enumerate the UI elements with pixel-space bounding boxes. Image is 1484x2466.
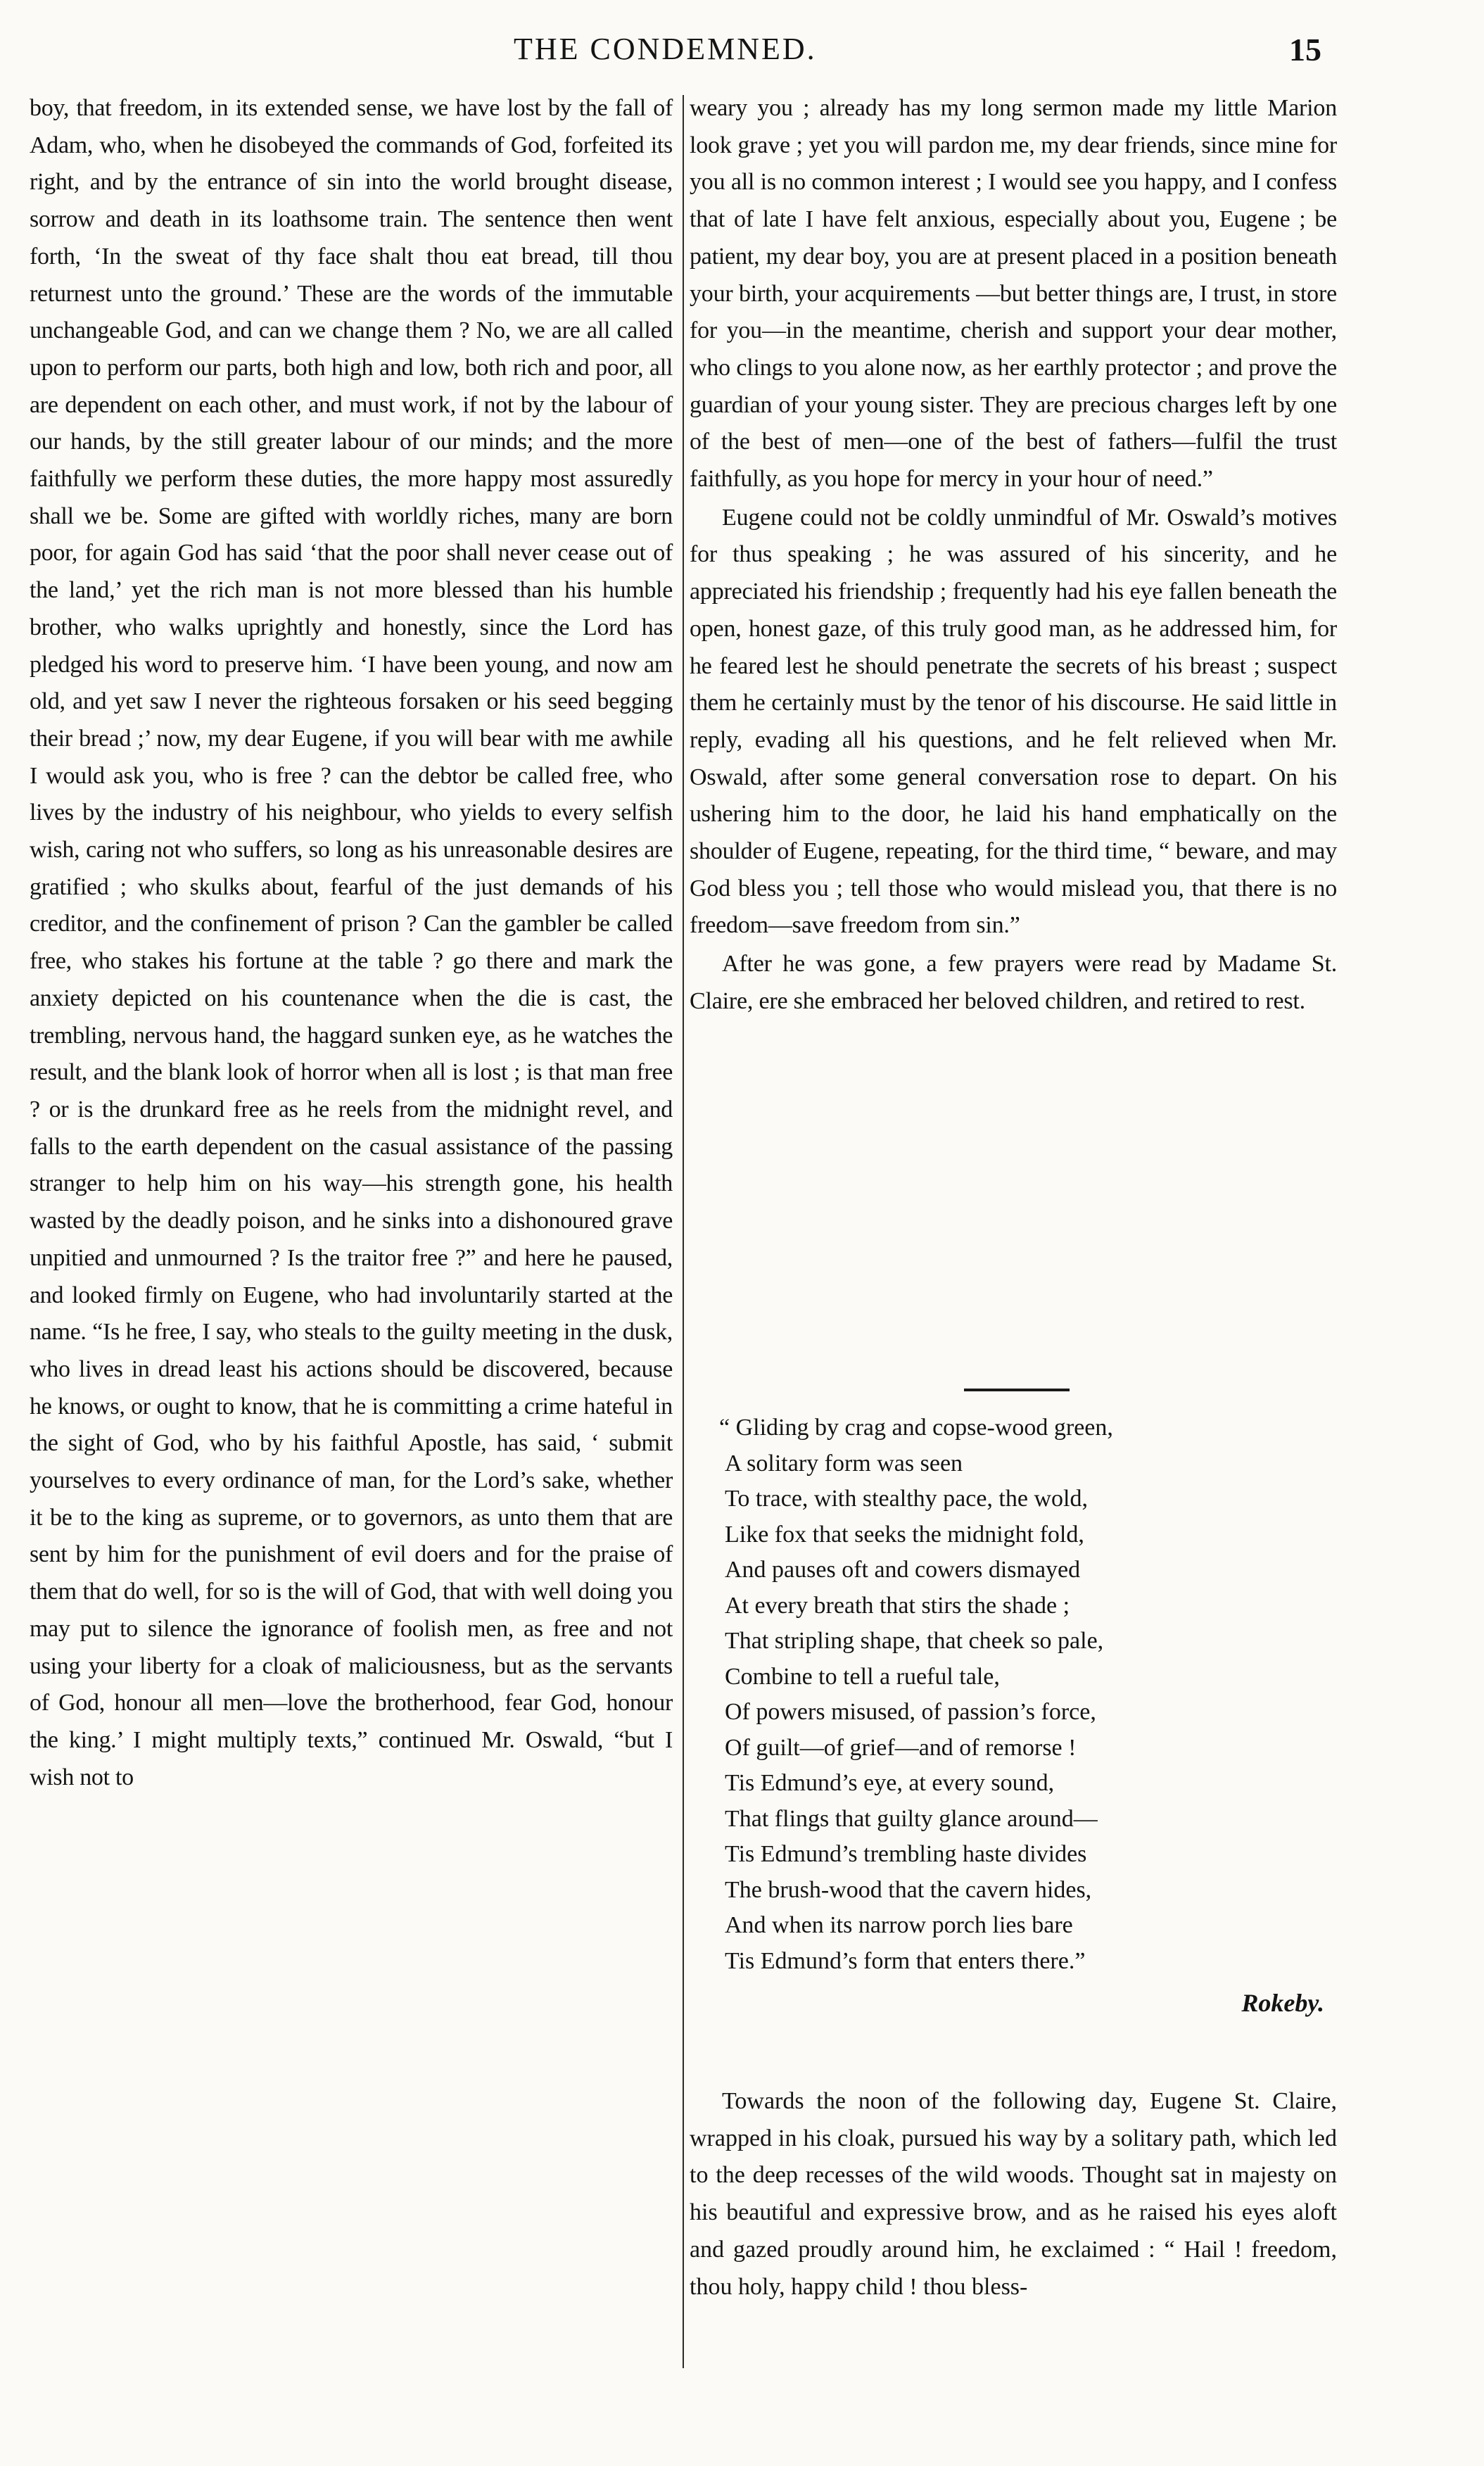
poem-line: Of powers misused, of passion’s force, (725, 1699, 1096, 1725)
column-divider (683, 95, 684, 2368)
poem-line: At every breath that stirs the shade ; (725, 1592, 1070, 1619)
right-paragraph-3: After he was gone, a few prayers were read by Madame St. Claire, ere she embraced her beloved children, and retired to rest. (690, 951, 1337, 1014)
poem-line: Tis Edmund’s form that enters there.” (725, 1947, 1086, 1974)
section-rule (964, 1389, 1070, 1391)
poem-line: To trace, with stealthy pace, the wold, (725, 1486, 1088, 1512)
right-paragraph-2: Eugene could not be coldly unmindful of Mr. Oswald’s motives for thus speaking ; he was assured of his sincerity, and he appreciated his friendship ; frequently had his eye fallen beneath the open, honest gaze, of this truly good man, as he addressed him, for he feared lest he should penetrate the secrets of his breast ; suspect them he certainly must by the tenor of his discourse. He said little in reply, evading all his questions, and he felt relieved when Mr. Oswald, after some general conversation rose to depart. On his ushering him to the door, he laid his hand emphatically on the shoulder of Eugene, repeating, for the third time, “ beware, and may God bless you ; tell those who would mislead you, that there is no freedom—save freedom from sin.” (690, 504, 1337, 939)
page-header (0, 0, 1484, 70)
right-column-continuation (690, 2083, 1337, 2306)
poem-line: Tis Edmund’s eye, at every sound, (725, 1770, 1055, 1796)
poem-line: The brush-wood that the cavern hides, (725, 1876, 1092, 1903)
right-column (690, 90, 1337, 1020)
poem-line: Combine to tell a rueful tale, (725, 1663, 1000, 1690)
left-column (30, 90, 673, 1796)
poem-line: Tis Edmund’s trembling haste divides (725, 1841, 1087, 1867)
poem-line: And pauses oft and cowers dismayed (725, 1557, 1081, 1583)
running-title: THE CONDEMNED. (514, 32, 817, 66)
right-paragraph-4: Towards the noon of the following day, Eugene St. Claire, wrapped in his cloak, pursued his way by a solitary path, which led to the deep recesses of the wild woods. Thought sat in majesty on his beautiful and expressive brow, and as he raised his eyes aloft and gazed proudly around him, he exclaimed : “ Hail ! freedom, thou holy, happy child ! thou bless- (690, 2088, 1337, 2300)
poem-epigraph (719, 1410, 1338, 2023)
poem-line: A solitary form was seen (725, 1450, 963, 1477)
poem-line: That stripling shape, that cheek so pale, (725, 1628, 1104, 1654)
poem-line: Like fox that seeks the midnight fold, (725, 1521, 1084, 1548)
poem-line: That flings that guilty glance around— (725, 1805, 1098, 1832)
poem-line: “ Gliding by crag and copse-wood green, (719, 1415, 1113, 1441)
poem-line: Of guilt—of grief—and of remorse ! (725, 1734, 1077, 1761)
page-number: 15 (1289, 32, 1321, 68)
poem-line: And when its narrow porch lies bare (725, 1912, 1073, 1938)
right-paragraph-1: weary you ; already has my long sermon made my little Marion look grave ; yet you will pardon me, my dear friends, since mine for you all is no common interest ; I would see you happy, and I confess that of late I have felt anxious, especially about you, Eugene ; be patient, my dear boy, you are at present placed in a position beneath your birth, your acquirements —but better things are, I trust, in store for you—in the meantime, cherish and support your dear mother, who clings to you alone now, as her earthly protector ; and prove the guardian of your young sister. They are precious charges left by one of the best of men—one of the best of fathers—fulfil the trust faithfully, as you hope for mercy in your hour of need.” (690, 95, 1337, 493)
left-paragraph: boy, that freedom, in its extended sense, we have lost by the fall of Adam, who, when he disobeyed the commands of God, forfeited its right, and by the entrance of sin into the world brought disease, sorrow and death in its loathsome train. The sentence then went forth, ‘In the sweat of thy face shalt thou eat bread, till thou returnest unto the ground.’ These are the words of the immutable unchangeable God, and can we change them ? No, we are all called upon to perform our parts, both high and low, both rich and poor, all are dependent on each other, and must work, if not by the labour of our hands, by the still greater labour of our minds; and the more faithfully we perform these duties, the more happy most assuredly shall we be. Some are gifted with worldly riches, many are born poor, for again God has said ‘that the poor shall never cease out of the land,’ yet the rich man is not more blessed than his humble brother, who walks uprightly and honestly, since the Lord has pledged his word to preserve him. ‘I have been young, and now am old, and yet saw I never the righteous forsaken or his seed begging their bread ;’ now, my dear Eugene, if you will bear with me awhile I would ask you, who is free ? can the debtor be called free, who lives by the industry of his neighbour, who yields to every selfish wish, caring not who suffers, so long as his unreasonable desires are gratified ; who skulks about, fearful of the just demands of his creditor, and the confinement of prison ? Can the gambler be called free, who stakes his fortune at the table ? go there and mark the anxiety depicted on his countenance when the die is cast, the trembling, nervous hand, the haggard sunken eye, as he watches the result, and the blank look of horror when all is lost ; is that man free ? or is the drunkard free as he reels from the midnight revel, and falls to the earth dependent on the casual assistance of the passing stranger to help him on his way—his strength gone, his health wasted by the deadly poison, and he sinks into a dishonoured grave unpitied and unmourned ? Is the traitor free ?” and here he paused, and looked firmly on Eugene, who had involuntarily started at the name. “Is he free, I say, who steals to the guilty meeting in the dusk, who lives in dread least his actions should be discovered, because he knows, or ought to know, that he is committing a crime hateful in the sight of God, who by his faithful Apostle, has said, ‘ submit yourselves to every ordinance of man, for the Lord’s sake, whether it be to the king as supreme, or to governors, as unto them that are sent by him for the punishment of evil doers and for the praise of them that do well, for so is the will of God, that with well doing you may put to silence the ignorance of foolish men, as free and not using your liberty for a cloak of maliciousness, but as the servants of God, honour all men—love the brotherhood, fear God, honour the king.’ I might multiply texts,” continued Mr. Oswald, “but I wish not to (30, 95, 673, 1790)
poem-attribution: Rokeby. (1241, 1989, 1324, 2017)
